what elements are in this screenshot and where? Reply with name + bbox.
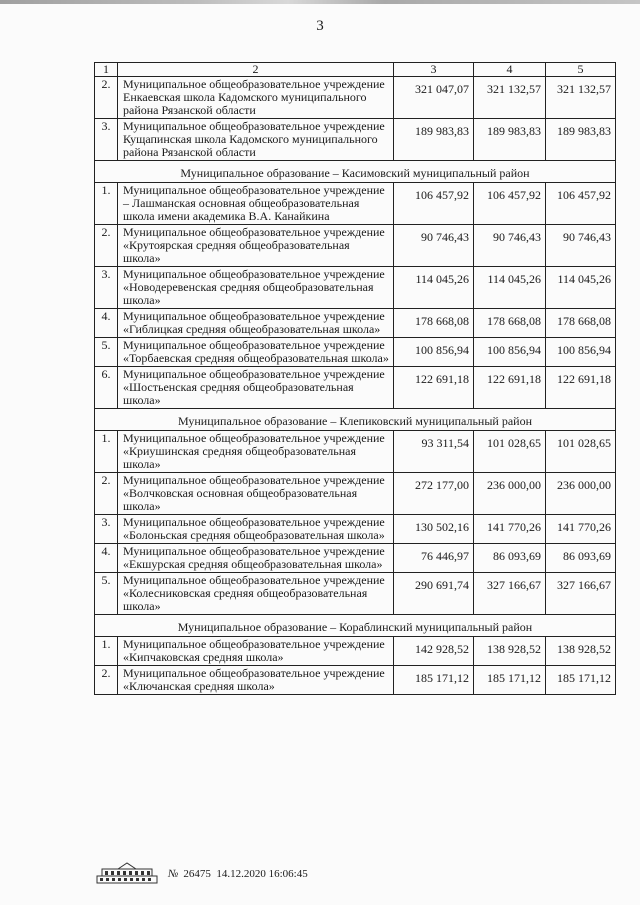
value-col-3: 114 045,26 — [394, 267, 474, 309]
column-header: 2 — [118, 63, 394, 77]
value-col-5: 321 132,57 — [546, 77, 616, 119]
table-row — [95, 573, 616, 615]
value-col-3: 185 171,12 — [394, 666, 474, 695]
section-header-row — [95, 409, 616, 431]
row-number: 4. — [95, 544, 118, 573]
institution-name: Муниципальное общеобразовательное учреждение «Волчковская основная общеобразовательная школа» — [118, 473, 394, 515]
registration-number: 26475 — [183, 868, 211, 880]
value-col-4: 122 691,18 — [474, 367, 546, 409]
value-col-4: 100 856,94 — [474, 338, 546, 367]
value-col-3: 272 177,00 — [394, 473, 474, 515]
value-col-4: 114 045,26 — [474, 267, 546, 309]
page-number: 3 — [316, 18, 324, 34]
value-col-5: 327 166,67 — [546, 573, 616, 615]
value-col-4: 189 983,83 — [474, 119, 546, 161]
value-col-4: 101 028,65 — [474, 431, 546, 473]
value-col-3: 93 311,54 — [394, 431, 474, 473]
institution-name: Муниципальное общеобразовательное учреждение «Кипчаковская средняя школа» — [118, 637, 394, 666]
row-number: 4. — [95, 309, 118, 338]
row-number: 1. — [95, 183, 118, 225]
table-row — [95, 77, 616, 119]
table-row — [95, 515, 616, 544]
registration-datetime: 14.12.2020 16:06:45 — [216, 868, 308, 880]
value-col-5: 86 093,69 — [546, 544, 616, 573]
value-col-4: 106 457,92 — [474, 183, 546, 225]
table-row — [95, 119, 616, 161]
value-col-3: 122 691,18 — [394, 367, 474, 409]
table-row — [95, 666, 616, 695]
row-number: 3. — [95, 119, 118, 161]
row-number: 5. — [95, 573, 118, 615]
row-number: 2. — [95, 225, 118, 267]
value-col-5: 114 045,26 — [546, 267, 616, 309]
institution-name: Муниципальное общеобразовательное учреждение «Екшурская средняя общеобразовательная школа» — [118, 544, 394, 573]
value-col-4: 185 171,12 — [474, 666, 546, 695]
table-row — [95, 544, 616, 573]
value-col-5: 100 856,94 — [546, 338, 616, 367]
value-col-5: 189 983,83 — [546, 119, 616, 161]
value-col-3: 178 668,08 — [394, 309, 474, 338]
registration-footer — [96, 862, 526, 886]
institution-name: Муниципальное общеобразовательное учреждение «Новодеревенская средняя общеобразовательная школа» — [118, 267, 394, 309]
institution-name: Муниципальное общеобразовательное учреждение Енкаевская школа Кадомского муниципального района Рязанской области — [118, 77, 394, 119]
institution-name: Муниципальное общеобразовательное учреждение «Криушинская средняя общеобразовательная школа» — [118, 431, 394, 473]
institution-name: Муниципальное общеобразовательное учреждение «Колесниковская средняя общеобразовательная школа» — [118, 573, 394, 615]
column-header: 4 — [474, 63, 546, 77]
value-col-4: 178 668,08 — [474, 309, 546, 338]
funding-table — [94, 62, 616, 695]
table-row — [95, 225, 616, 267]
row-number: 2. — [95, 473, 118, 515]
value-col-3: 90 746,43 — [394, 225, 474, 267]
row-number: 5. — [95, 338, 118, 367]
institution-name: Муниципальное общеобразовательное учреждение «Шостьенская средняя общеобразовательная школа» — [118, 367, 394, 409]
value-col-5: 138 928,52 — [546, 637, 616, 666]
institution-name: Муниципальное общеобразовательное учреждение Кущапинская школа Кадомского муниципального района Рязанской области — [118, 119, 394, 161]
value-col-3: 130 502,16 — [394, 515, 474, 544]
value-col-5: 90 746,43 — [546, 225, 616, 267]
row-number: 6. — [95, 367, 118, 409]
row-number: 1. — [95, 637, 118, 666]
section-title: Муниципальное образование – Клепиковский муниципальный район — [95, 409, 616, 431]
column-header-row — [95, 63, 616, 77]
value-col-3: 189 983,83 — [394, 119, 474, 161]
row-number: 3. — [95, 515, 118, 544]
institution-name: Муниципальное общеобразовательное учреждение «Крутоярская средняя общеобразовательная школа» — [118, 225, 394, 267]
value-col-4: 236 000,00 — [474, 473, 546, 515]
section-header-row — [95, 161, 616, 183]
value-col-3: 100 856,94 — [394, 338, 474, 367]
table-row — [95, 431, 616, 473]
section-title: Муниципальное образование – Касимовский муниципальный район — [95, 161, 616, 183]
building-stamp-logo-icon — [96, 862, 158, 884]
value-col-3: 76 446,97 — [394, 544, 474, 573]
value-col-5: 236 000,00 — [546, 473, 616, 515]
institution-name: Муниципальное общеобразовательное учреждение «Гиблицкая средняя общеобразовательная школа» — [118, 309, 394, 338]
table-row — [95, 338, 616, 367]
table-row — [95, 183, 616, 225]
table-row — [95, 637, 616, 666]
value-col-3: 321 047,07 — [394, 77, 474, 119]
row-number: 3. — [95, 267, 118, 309]
value-col-5: 101 028,65 — [546, 431, 616, 473]
value-col-4: 90 746,43 — [474, 225, 546, 267]
value-col-3: 142 928,52 — [394, 637, 474, 666]
registration-number-icon: № — [168, 868, 179, 880]
section-title: Муниципальное образование – Кораблинский муниципальный район — [95, 615, 616, 637]
value-col-5: 141 770,26 — [546, 515, 616, 544]
value-col-5: 178 668,08 — [546, 309, 616, 338]
institution-name: Муниципальное общеобразовательное учреждение «Ключанская средняя школа» — [118, 666, 394, 695]
value-col-3: 290 691,74 — [394, 573, 474, 615]
value-col-5: 185 171,12 — [546, 666, 616, 695]
table-row — [95, 309, 616, 338]
value-col-4: 327 166,67 — [474, 573, 546, 615]
scan-top-edge — [0, 0, 640, 4]
value-col-4: 321 132,57 — [474, 77, 546, 119]
column-header: 5 — [546, 63, 616, 77]
value-col-5: 122 691,18 — [546, 367, 616, 409]
institution-name: Муниципальное общеобразовательное учреждение – Лашманская основная общеобразовательная школа имени академика В.А. Канайкина — [118, 183, 394, 225]
institution-name: Муниципальное общеобразовательное учреждение «Болоньская средняя общеобразовательная школа» — [118, 515, 394, 544]
value-col-5: 106 457,92 — [546, 183, 616, 225]
section-header-row — [95, 615, 616, 637]
table-row — [95, 473, 616, 515]
value-col-4: 141 770,26 — [474, 515, 546, 544]
column-header: 1 — [95, 63, 118, 77]
value-col-4: 86 093,69 — [474, 544, 546, 573]
registration-info — [168, 868, 308, 880]
institution-name: Муниципальное общеобразовательное учреждение «Торбаевская средняя общеобразовательная школа» — [118, 338, 394, 367]
table-row — [95, 367, 616, 409]
column-header: 3 — [394, 63, 474, 77]
row-number: 1. — [95, 431, 118, 473]
value-col-3: 106 457,92 — [394, 183, 474, 225]
table-row — [95, 267, 616, 309]
value-col-4: 138 928,52 — [474, 637, 546, 666]
row-number: 2. — [95, 666, 118, 695]
row-number: 2. — [95, 77, 118, 119]
